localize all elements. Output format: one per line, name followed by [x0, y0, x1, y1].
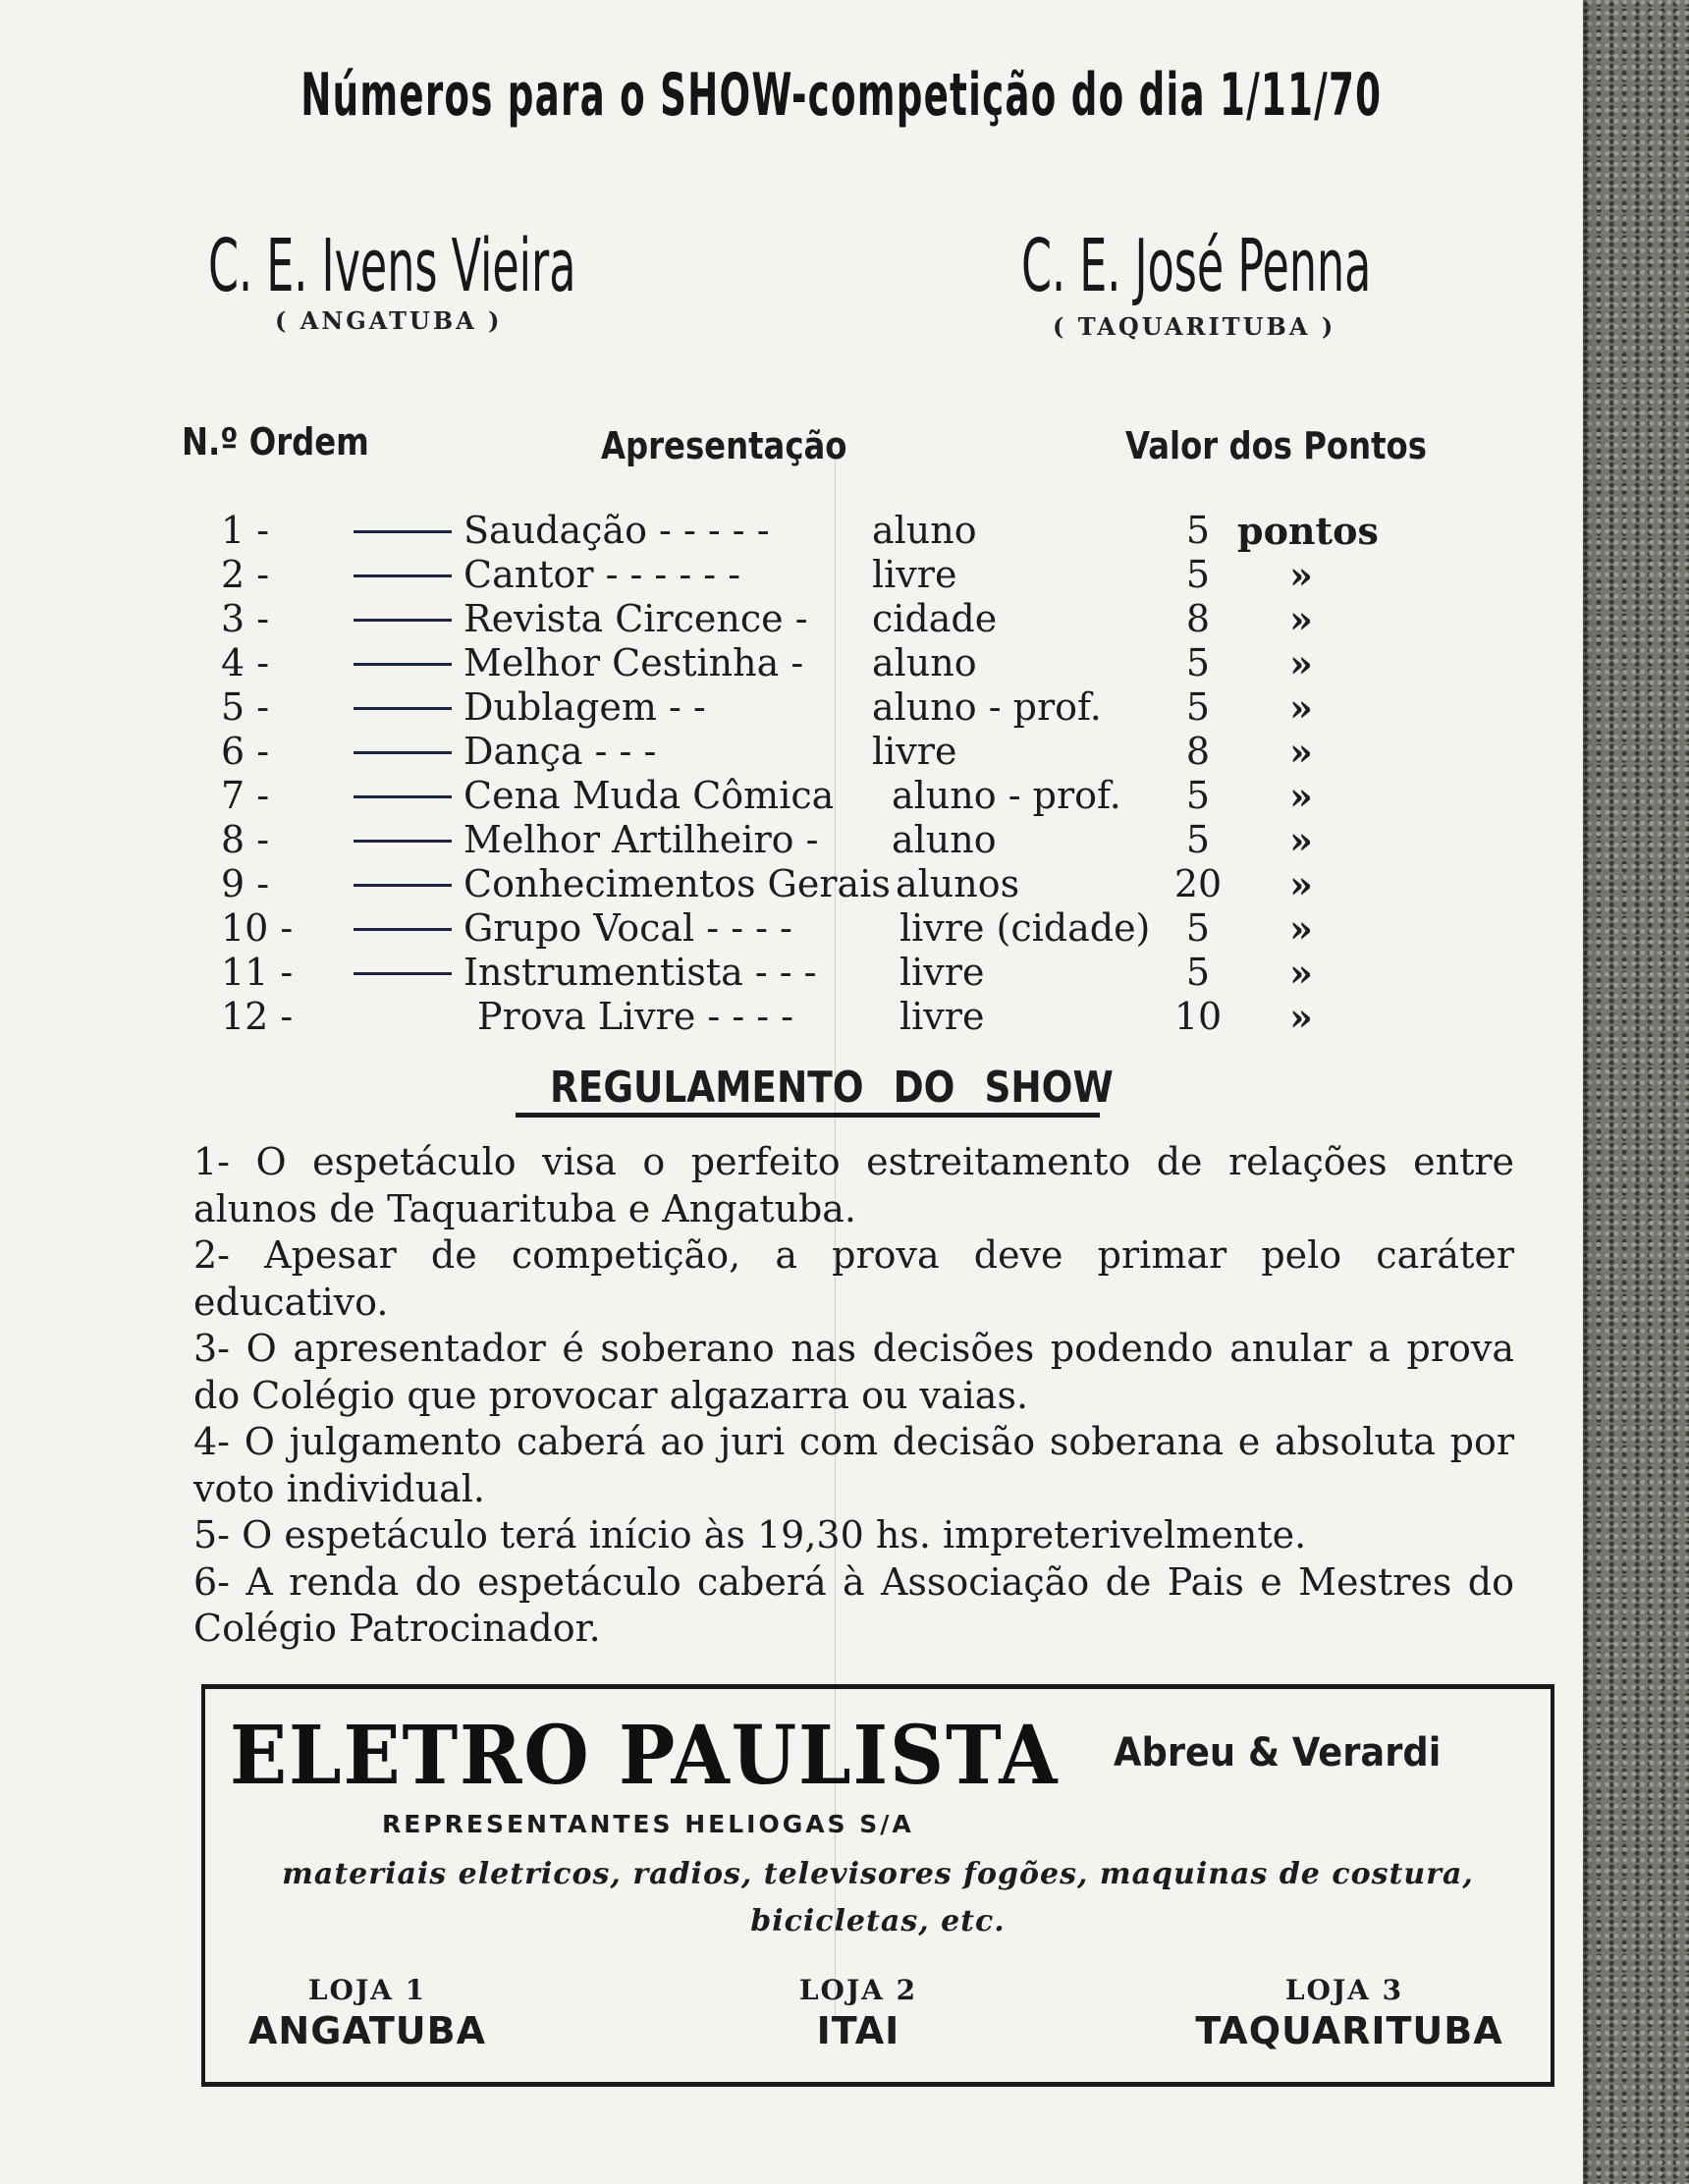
store-2-city: ITAI [816, 2009, 900, 2052]
item-number: 10 - [221, 906, 294, 950]
item-unit: » [1289, 951, 1313, 995]
item-dash [354, 840, 452, 843]
item-participant: livre [872, 730, 957, 773]
sponsor-products: materiais eletricos, radios, televisores fogões, maquinas de costura, bicicletas, etc. [282, 1857, 1474, 1938]
item-dash [354, 928, 452, 931]
item-points: 8 [1185, 730, 1211, 773]
item-participant: aluno [892, 818, 997, 861]
item-points: 5 [1185, 906, 1211, 950]
item-participant: livre [872, 553, 957, 596]
item-dash [354, 972, 452, 975]
item-dash [354, 530, 452, 533]
item-unit: » [1289, 685, 1313, 730]
item-title: Cantor - - - - - - [463, 553, 741, 596]
item-title: Prova Livre - - - - [477, 995, 793, 1038]
item-number: 3 - [221, 597, 270, 640]
sponsor-advertisement [201, 1684, 1554, 2087]
regulation-rules [193, 1139, 1514, 1653]
item-points: 8 [1185, 597, 1211, 640]
item-dash [354, 751, 452, 754]
page-title: Números para o SHOW-competição do dia 1/11/70 [300, 61, 1383, 130]
item-participant: aluno - prof. [872, 685, 1102, 729]
item-number: 5 - [221, 685, 270, 729]
store-3-label: LOJA 3 [1284, 1974, 1404, 2006]
sponsor-owners: Abreu & Verardi [1114, 1730, 1442, 1775]
item-title: Dublagem - - [463, 685, 706, 729]
item-title: Revista Circence - [463, 597, 808, 640]
item-participant: cidade [872, 597, 998, 640]
rule-item: 5- O espetáculo terá início às 19,30 hs. impreterivelmente. [193, 1513, 1307, 1556]
item-unit: » [1289, 553, 1313, 597]
item-participant: aluno [872, 641, 977, 684]
item-unit: pontos [1237, 509, 1379, 553]
item-points: 10 [1173, 995, 1223, 1038]
item-unit: » [1289, 774, 1313, 818]
item-points: 5 [1185, 774, 1211, 817]
column-header-points: Valor dos Pontos [1125, 424, 1427, 467]
item-points: 20 [1173, 862, 1223, 905]
rule-item: 3- O apresentador é soberano nas decisões podendo anular a prova do Colégio que provocar algazarra ou vaias. [193, 1327, 1514, 1417]
item-number: 4 - [221, 641, 270, 684]
store-1-label: LOJA 1 [307, 1974, 427, 2006]
item-title: Instrumentista - - - [463, 951, 817, 994]
item-points: 5 [1185, 818, 1211, 861]
item-title: Conhecimentos Gerais [463, 862, 891, 905]
rule-item: 2- Apesar de competição, a prova deve primar pelo caráter educativo. [193, 1233, 1514, 1324]
school-right-city: ( TAQUARITUBA ) [1053, 312, 1336, 341]
item-participant: aluno [872, 509, 977, 552]
item-participant: aluno - prof. [892, 774, 1121, 817]
school-left-name: C. E. Ivens Vieira [208, 224, 576, 308]
item-number: 7 - [221, 774, 270, 817]
item-number: 6 - [221, 730, 270, 773]
item-unit: » [1289, 862, 1313, 906]
regulation-title: REGULAMENTO DO SHOW [550, 1063, 1114, 1113]
item-number: 9 - [221, 862, 270, 905]
item-participant: livre [899, 951, 985, 994]
item-title: Saudação - - - - - [463, 509, 770, 552]
item-points: 5 [1185, 685, 1211, 729]
school-left-city: ( ANGATUBA ) [275, 306, 503, 335]
item-title: Cena Muda Cômica [463, 774, 835, 817]
item-dash [354, 707, 452, 710]
item-number: 8 - [221, 818, 270, 861]
sponsor-brand: ELETRO PAULISTA [230, 1709, 1060, 1803]
store-2-label: LOJA 2 [798, 1974, 918, 2006]
item-dash [354, 574, 452, 577]
item-number: 2 - [221, 553, 270, 596]
item-title: Melhor Cestinha - [463, 641, 804, 684]
item-number: 1 - [221, 509, 270, 552]
column-header-order: N.º Ordem [182, 420, 369, 464]
item-title: Grupo Vocal - - - - [463, 906, 792, 950]
school-right-name: C. E. José Penna [1021, 224, 1372, 308]
item-points: 5 [1185, 951, 1211, 994]
item-points: 5 [1185, 553, 1211, 596]
sponsor-representatives: REPRESENTANTES HELIOGAS S/A [382, 1810, 914, 1838]
item-title: Dança - - - [463, 730, 657, 773]
rule-item: 6- A renda do espetáculo caberá à Associação de Pais e Mestres do Colégio Patrocinador. [193, 1559, 1514, 1650]
item-unit: » [1289, 906, 1313, 951]
item-participant: alunos [896, 862, 1020, 905]
item-dash [354, 663, 452, 666]
item-participant: livre (cidade) [899, 906, 1151, 950]
item-points: 5 [1185, 641, 1211, 684]
rule-item: 1- O espetáculo visa o perfeito estreitamento de relações entre alunos de Taquarituba e Angatuba. [193, 1140, 1514, 1230]
item-unit: » [1289, 995, 1313, 1039]
item-participant: livre [899, 995, 985, 1038]
store-3-city: TAQUARITUBA [1195, 2009, 1503, 2052]
item-points: 5 [1185, 509, 1211, 552]
item-unit: » [1289, 818, 1313, 862]
column-header-presentation: Apresentação [601, 424, 847, 467]
regulation-underline [516, 1113, 1100, 1118]
item-dash [354, 884, 452, 887]
item-number: 12 - [221, 995, 294, 1038]
store-1-city: ANGATUBA [247, 2009, 486, 2052]
rule-item: 4- O julgamento caberá ao juri com decisão soberana e absoluta por voto individual. [193, 1420, 1514, 1510]
item-number: 11 - [221, 951, 294, 994]
item-dash [354, 795, 452, 798]
item-unit: » [1289, 641, 1313, 685]
item-title: Melhor Artilheiro - [463, 818, 819, 861]
item-dash [354, 619, 452, 622]
item-unit: » [1289, 730, 1313, 774]
item-unit: » [1289, 597, 1313, 641]
